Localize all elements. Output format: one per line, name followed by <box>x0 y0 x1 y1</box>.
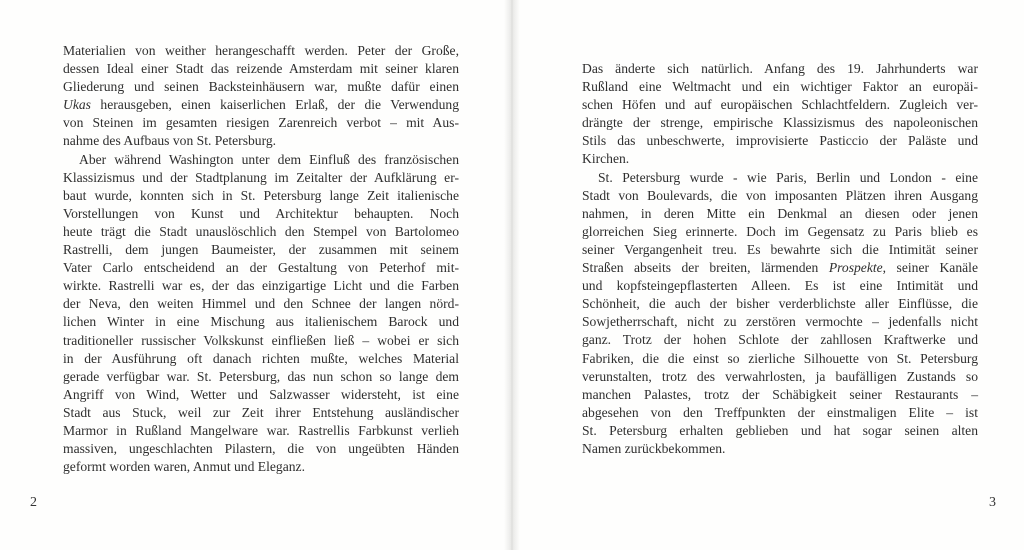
text-line: Das änderte sich natürlich. Anfang des 19. Jahrhunderts war <box>582 61 978 76</box>
text-line: Fabriken, die die einst so zierliche Silhouette von St. Petersburg <box>582 350 978 366</box>
text-line: Sowjetherrschaft, nicht zu zerstören vermochte – jedenfalls nicht <box>582 314 978 330</box>
text-line: nahme des Aufbaus von St. Petersburg. <box>63 133 277 149</box>
text-line: ganz. Trotz der hohen Schlote der zahllosen Kraftwerke und <box>582 332 978 348</box>
text-line: wirkte. Rastrelli war es, der das einzigartige Licht und die Farben <box>63 278 459 294</box>
text-line: Vater Carlo entscheidend an der Gestaltung von Peterhof mit- <box>63 260 459 276</box>
text-line: abgesehen von den Treffpunkten der einstmaligen Elite – ist <box>582 404 978 420</box>
text-line: Angriff von Wind, Wetter und Salzwasser widersteht, ist eine <box>63 386 459 402</box>
text-line: Namen zurückbekommen. <box>582 440 726 456</box>
text-line: Aber während Washington unter dem Einfluß des französischen <box>79 151 459 167</box>
text-line: verunstalten, trotz des verwahrlosten, ja baufälligen Zustands so <box>582 368 978 384</box>
text-line: manchen Palastes, trotz der Schäbigkeit seiner Restaurants – <box>582 386 978 402</box>
text-line: St. Petersburg wurde - wie Paris, Berlin und London - eine <box>598 169 978 185</box>
text-line: der Neva, den weiten Himmel und den Schnee der langen nörd- <box>63 296 459 312</box>
text-line: traditioneller russischer Volkskunst einfließen ließ – wobei er sich <box>63 332 459 348</box>
text-line: baut wurde, konnten sich in St. Petersburg lange Zeit italienische <box>63 187 459 203</box>
text-line: Stadt von Boulevards, die von imposanten Plätzen ihren Ausgang <box>582 187 978 203</box>
text-line: Marmor in Rußland Mangelware war. Rastrellis Farbkunst verlieh <box>63 422 459 438</box>
text-line: Klassizismus und der Stadtplanung im Zeitalter der Aufklärung er- <box>63 169 459 185</box>
text-line: in der Ausführung oft danach richten mußte, welches Material <box>63 350 459 366</box>
text-line: von Steinen im gesamten riesigen Zarenreich verbot – mit Aus- <box>63 115 459 131</box>
text-line: Gliederung und seinen Backsteinhäusern war, mußte dafür einen <box>63 79 459 95</box>
text-line: Rastrelli, dem jungen Baumeister, der zusammen mit seinem <box>63 242 459 258</box>
right-page-text <box>582 60 978 458</box>
text-line: schen Höfen und auf europäischen Schlachtfeldern. Zugleich ver- <box>582 97 978 113</box>
text-line: geformt worden waren, Anmut und Eleganz. <box>63 459 305 475</box>
text-line: heute trägt die Stadt unauslöschlich den Stempel von Bartolomeo <box>63 223 459 239</box>
text-line: glorreichen Sieg erinnerte. Doch im Gegensatz zu Paris blieb es <box>582 223 978 239</box>
text-line: Kirchen. <box>582 151 630 167</box>
text-line: dessen Ideal einer Stadt das reizende Amsterdam mit seiner klaren <box>63 61 459 77</box>
text-line: drängte der strenge, empirische Klassizismus des napoleonischen <box>582 115 978 131</box>
text-line: Straßen abseits der breiten, lärmenden Prospekte, seiner Kanäle <box>582 260 978 276</box>
text-line: Vorstellungen von Kunst und Architektur behaupten. Noch <box>63 205 459 221</box>
text-line: St. Petersburg erhalten geblieben und hat sogar seinen alten <box>582 422 978 438</box>
text-line: seiner Vergangenheit treu. Es bewahrte sich die Intimität seiner <box>582 241 978 257</box>
book-gutter <box>504 0 520 550</box>
text-line: nahmen, in deren Mitte ein Denkmal an diesen oder jenen <box>582 205 978 221</box>
text-line: Rußland eine Weltmacht und ein wichtiger Faktor an europäi- <box>582 79 978 95</box>
text-line: Schönheit, die auch der bisher verderblichste aller Einflüsse, die <box>582 296 978 312</box>
text-line: und kopfsteingepflasterten Alleen. Es ist eine Intimität und <box>582 278 978 294</box>
page-number-left: 2 <box>30 495 37 510</box>
text-line: massiven, ungeschlachten Pilastern, die von ungeübten Händen <box>63 441 459 457</box>
text-line-italic-start <box>63 96 459 114</box>
text-line: Stadt aus Stuck, weil zur Zeit ihrer Entstehung ausländischer <box>63 404 459 420</box>
text-line: Materialien von weither herangeschafft werden. Peter der Große, <box>63 43 459 58</box>
text-line: lichen Winter in eine Mischung aus italienischem Barock und <box>63 314 459 330</box>
italic-term: Ukas herausgeben, einen kaiserlichen Erlaß, der die Verwendung <box>63 97 459 113</box>
left-page-text <box>63 42 459 476</box>
page-number-right: 3 <box>989 495 996 510</box>
text-line: gerade verfügbar war. St. Petersburg, das nun schon so lange dem <box>63 368 459 384</box>
text-line: Stils das unbeschwerte, improvisierte Pasticcio der Paläste und <box>582 133 978 149</box>
